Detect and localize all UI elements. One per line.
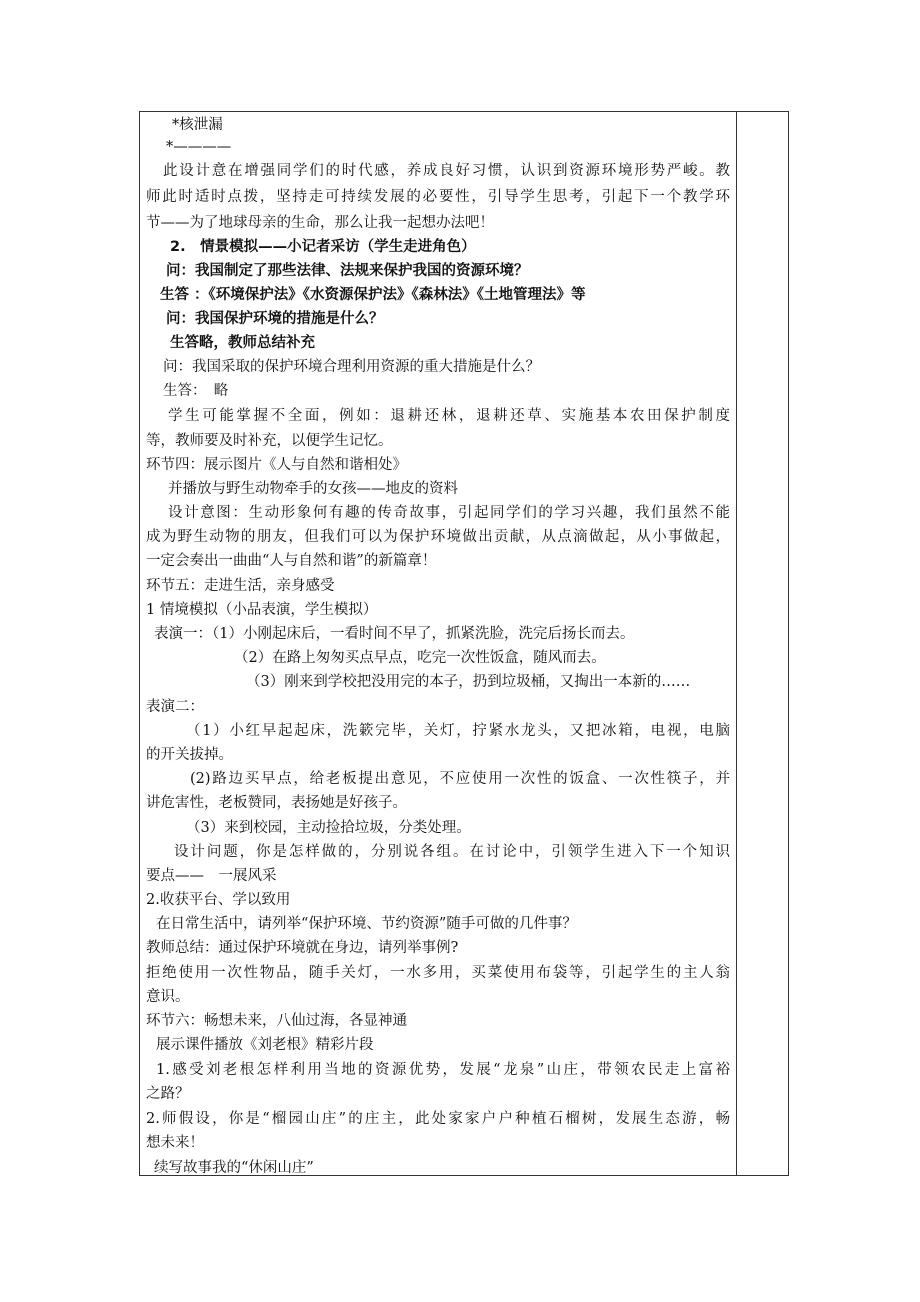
text-line: （1）小红早起起床，洗簌完毕，关灯，拧紧水龙头，又把冰箱，电视，电脑 bbox=[186, 723, 730, 739]
text-line: 1 情境模拟（小品表演，学生模拟） bbox=[146, 602, 378, 618]
text-line: *———— bbox=[166, 139, 232, 155]
text-line: 表演一：（1）小刚起床后，一看时间不早了，抓紧洗脸，洗完后扬长而去。 bbox=[154, 626, 635, 642]
question-line: 问：我国制定了那些法律、法规来保护我国的资源环境？ bbox=[166, 263, 529, 279]
text-line: 1.感受刘老根怎样利用当地的资源优势，发展“龙泉”山庄，带领农民走上富裕 bbox=[156, 1062, 730, 1078]
text-line: 在日常生活中，请列举“保护环境、节约资源”随手可做的几件事？ bbox=[156, 916, 577, 932]
text-line: （2）在路上匆匆买点早点，吃完一次性饭盒，随风而去。 bbox=[234, 650, 606, 666]
text-line: 师此时适时点拨，坚持走可持续发展的必要性，引导学生思考，引起下一个教学环 bbox=[146, 189, 730, 205]
text-line: 的开关拔掉。 bbox=[146, 747, 233, 763]
text-line: 教师总结：通过保护环境就在身边，请列举事例? bbox=[146, 940, 459, 956]
section-heading: 2. 情景模拟——小记者采访（学生走进角色） bbox=[170, 239, 476, 255]
section-title: 环节四：展示图片《人与自然和谐相处》 bbox=[146, 457, 407, 473]
table-column-divider bbox=[736, 111, 737, 1176]
text-line: 成为野生动物的朋友，但我们可以为保护环境做出贡献，从点滴做起，从小事做起， bbox=[146, 529, 730, 545]
text-line: 之路？ bbox=[146, 1086, 190, 1102]
text-line: 展示课件播放《刘老根》精彩片段 bbox=[156, 1037, 374, 1053]
answer-line: 生答略，教师总结补充 bbox=[170, 335, 315, 351]
text-line: 要点—— 一展风采 bbox=[146, 868, 277, 884]
text-line: 续写故事我的“休闲山庄” bbox=[154, 1160, 314, 1176]
text-line: 并播放与野生动物牵手的女孩——地皮的资料 bbox=[168, 481, 458, 497]
answer-line: 生答 ：《环境保护法》《水资源保护法》《森林法》《土地管理法》等 bbox=[160, 287, 586, 303]
text-line: 想未来！ bbox=[146, 1135, 204, 1151]
text-line: 生答： 略 bbox=[163, 383, 229, 399]
section-title: 2.收获平台、学以致用 bbox=[146, 892, 291, 908]
text-line: 设计问题，你是怎样做的，分别说各组。在讨论中，引领学生进入下一个知识 bbox=[174, 844, 730, 860]
section-title: 环节五：走进生活，亲身感受 bbox=[146, 578, 335, 594]
text-line: 一定会奏出一曲曲“人与自然和谐”的新篇章！ bbox=[146, 553, 437, 569]
text-line: （3）来到校园，主动捡拾垃圾，分类处理。 bbox=[186, 820, 471, 836]
text-line: 等，教师要及时补充，以便学生记忆。 bbox=[146, 433, 393, 449]
text-line: 拒绝使用一次性物品，随手关灯，一水多用，买菜使用布袋等，引起学生的主人翁 bbox=[146, 965, 730, 981]
text-line: （3）刚来到学校把没用完的本子，扔到垃圾桶，又掏出一本新的…… bbox=[246, 674, 691, 690]
section-title: 环节六：畅想未来，八仙过海，各显神通 bbox=[146, 1013, 407, 1029]
text-line: 此设计意在增强同学们的时代感，养成良好习惯，认识到资源环境形势严峻。教 bbox=[163, 163, 730, 179]
text-line: 设计意图：生动形象何有趣的传奇故事，引起同学们的学习兴趣，我们虽然不能 bbox=[168, 505, 730, 521]
text-line: *核泄漏 bbox=[172, 117, 223, 133]
text-line: (2)路边买早点，给老板提出意见，不应使用一次性的饭盒、一次性筷子，并 bbox=[190, 771, 730, 787]
question-line: 问：我国保护环境的措施是什么？ bbox=[166, 311, 384, 327]
text-line: 节——为了地球母亲的生命，那么让我一起想办法吧！ bbox=[146, 215, 494, 231]
text-line: 学生可能掌握不全面，例如：退耕还林，退耕还草、实施基本农田保护制度 bbox=[168, 408, 730, 424]
text-line: 2.师假设，你是“榴园山庄”的庄主，此处家家户户种植石榴树，发展生态游，畅 bbox=[146, 1111, 730, 1127]
text-line: 讲危害性，老板赞同，表扬她是好孩子。 bbox=[146, 795, 407, 811]
text-line: 问：我国采取的保护环境合理利用资源的重大措施是什么？ bbox=[163, 359, 540, 375]
text-line: 意识。 bbox=[146, 989, 190, 1005]
text-line: 表演二： bbox=[146, 699, 204, 715]
